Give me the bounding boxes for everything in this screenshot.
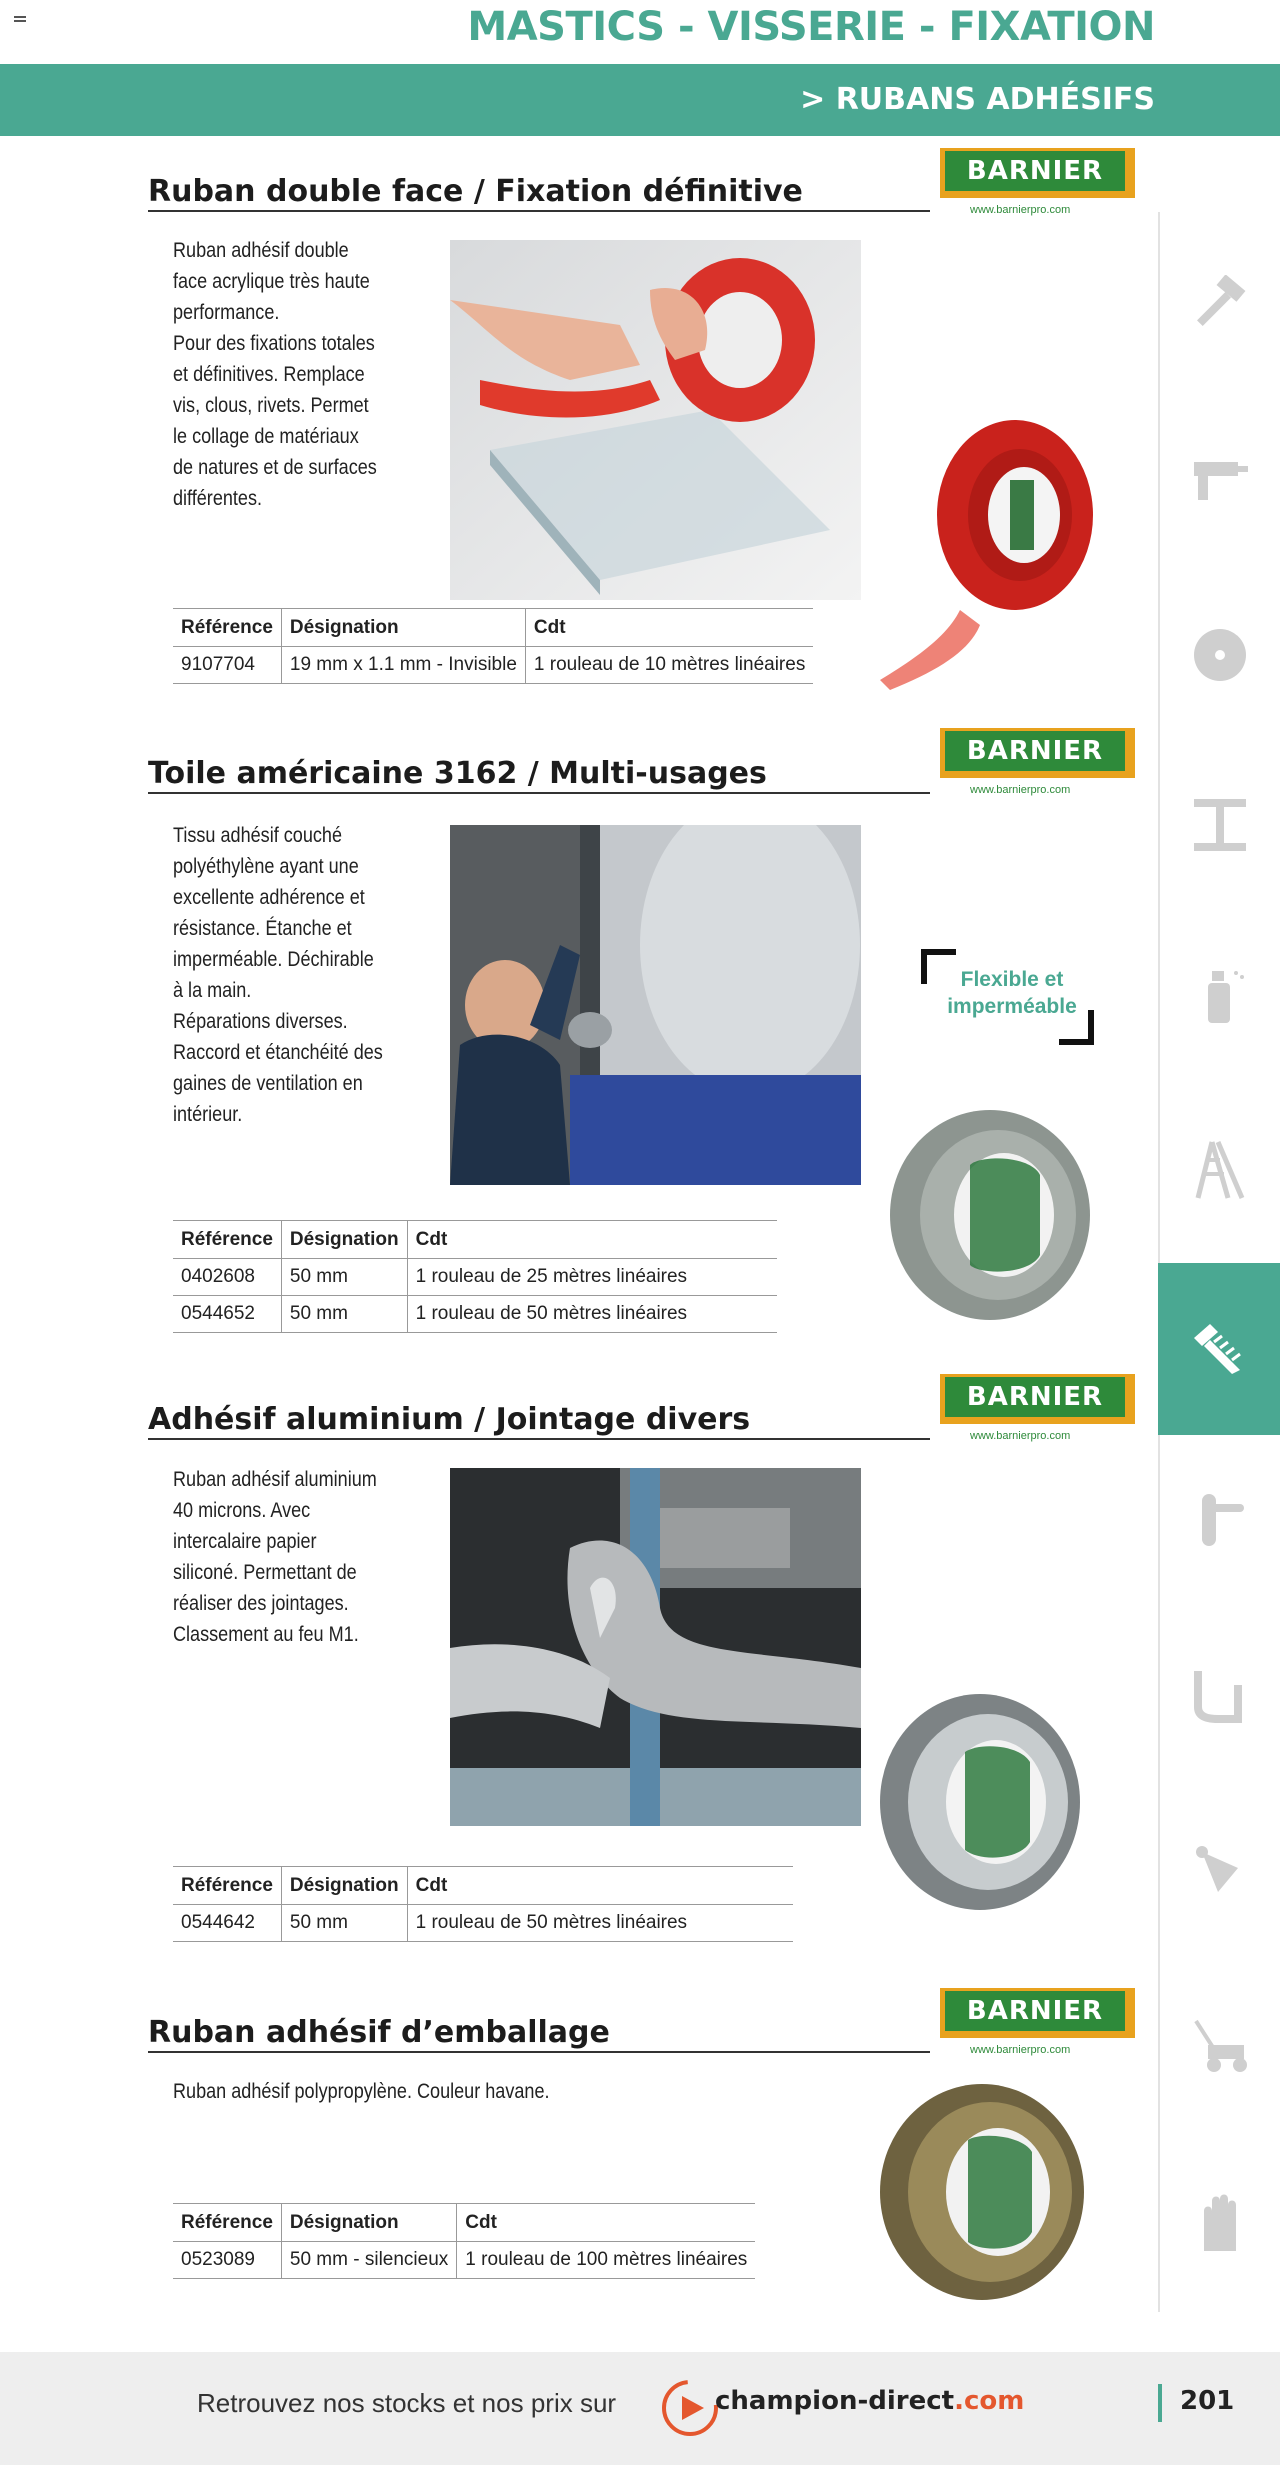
lamp-icon[interactable] (1180, 1830, 1260, 1910)
ladder-icon[interactable] (1180, 1130, 1260, 1210)
product-table: Référence Désignation Cdt 0523089 50 mm - silencieux 1 rouleau de 100 mètres linéaires (173, 2203, 755, 2279)
screw-icon[interactable] (1180, 1310, 1260, 1390)
product-title: Ruban adhésif d’emballage (148, 2015, 610, 2050)
drill-icon[interactable] (1180, 440, 1260, 520)
glove-icon[interactable] (1180, 2183, 1260, 2263)
tape-roll-image (870, 1690, 1090, 1915)
category-title: > RUBANS ADHÉSIFS (800, 82, 1155, 117)
table-row: 0544652 50 mm 1 rouleau de 50 mètres linéaires (173, 1296, 777, 1333)
beam-icon[interactable] (1180, 785, 1260, 865)
title-rule (148, 1438, 930, 1440)
pipe-icon[interactable] (1180, 1655, 1260, 1735)
tape-roll-image (880, 1105, 1100, 1325)
lawnmower-icon[interactable] (1180, 2005, 1260, 2085)
tape-roll-image (870, 2080, 1095, 2305)
product-description: Ruban adhésif polypropylène. Couleur havane. (173, 2080, 550, 2103)
product-description: Ruban adhésif double face acrylique très haute performance. Pour des fixations totales et définitives. Remplace vis, clous, rivets. Permet le collage de matériaux de natures et de surfaces différentes. (173, 239, 377, 510)
table-row: 9107704 19 mm x 1.1 mm - Invisible 1 rouleau de 10 mètres linéaires (173, 647, 813, 684)
product-table: Référence Désignation Cdt 9107704 19 mm x 1.1 mm - Invisible 1 rouleau de 10 mètres linéaires (173, 608, 813, 684)
door-handle-icon[interactable] (1180, 1480, 1260, 1560)
barnier-logo: BARNIER www.barnierpro.com (940, 1988, 1135, 2066)
product-title: Toile américaine 3162 / Multi-usages (148, 756, 767, 791)
product-photo (450, 240, 861, 600)
page-title: MASTICS - VISSERIE - FIXATION (467, 4, 1155, 50)
saw-blade-icon[interactable] (1180, 615, 1260, 695)
table-row: 0402608 50 mm 1 rouleau de 25 mètres linéaires (173, 1259, 777, 1296)
champion-direct-logo (660, 2378, 720, 2438)
product-title: Adhésif aluminium / Jointage divers (148, 1402, 751, 1437)
table-row: 0544642 50 mm 1 rouleau de 50 mètres linéaires (173, 1905, 793, 1942)
product-table: Référence Désignation Cdt 0402608 50 mm 1 rouleau de 25 mètres linéaires 0544652 50 mm 1 rouleau de 50 mètres linéaires (173, 1220, 777, 1333)
product-title: Ruban double face / Fixation définitive (148, 174, 803, 209)
hammer-icon[interactable] (1180, 267, 1260, 347)
barnier-logo: BARNIER www.barnierpro.com (940, 1374, 1135, 1452)
sidebar-rail (1158, 212, 1160, 2312)
page-number: 201 (1180, 2386, 1235, 2416)
title-rule (148, 210, 930, 212)
footer-text: Retrouvez nos stocks et nos prix sur (197, 2388, 617, 2418)
footer-link[interactable]: champion-direct.com (715, 2386, 1025, 2416)
barnier-logo: BARNIER www.barnierpro.com (940, 148, 1135, 226)
product-photo (450, 825, 861, 1185)
spray-can-icon[interactable] (1180, 955, 1260, 1035)
product-photo (450, 1468, 861, 1826)
menu-icon[interactable] (14, 16, 26, 24)
title-rule (148, 792, 930, 794)
product-description: Ruban adhésif aluminium 40 microns. Avec intercalaire papier siliconé. Permettant de réaliser des jointages. Classement au feu M1. (173, 1468, 377, 1646)
product-description: Tissu adhésif couché polyéthylène ayant une excellente adhérence et résistance. Étanche et imperméable. Déchirable à la main. Réparations diverses. Raccord et étanchéité des gaines de ventilation en intérieur. (173, 824, 383, 1126)
page-separator (1158, 2384, 1162, 2422)
barnier-logo: BARNIER www.barnierpro.com (940, 728, 1135, 806)
category-bar (0, 64, 1280, 136)
table-row: 0523089 50 mm - silencieux 1 rouleau de 100 mètres linéaires (173, 2242, 755, 2279)
tape-roll-image (870, 410, 1110, 695)
title-rule (148, 2051, 930, 2053)
product-table: Référence Désignation Cdt 0544642 50 mm 1 rouleau de 50 mètres linéaires (173, 1866, 793, 1942)
footer (0, 2352, 1280, 2465)
flexible-badge: Flexible et imperméable (920, 948, 1095, 1046)
